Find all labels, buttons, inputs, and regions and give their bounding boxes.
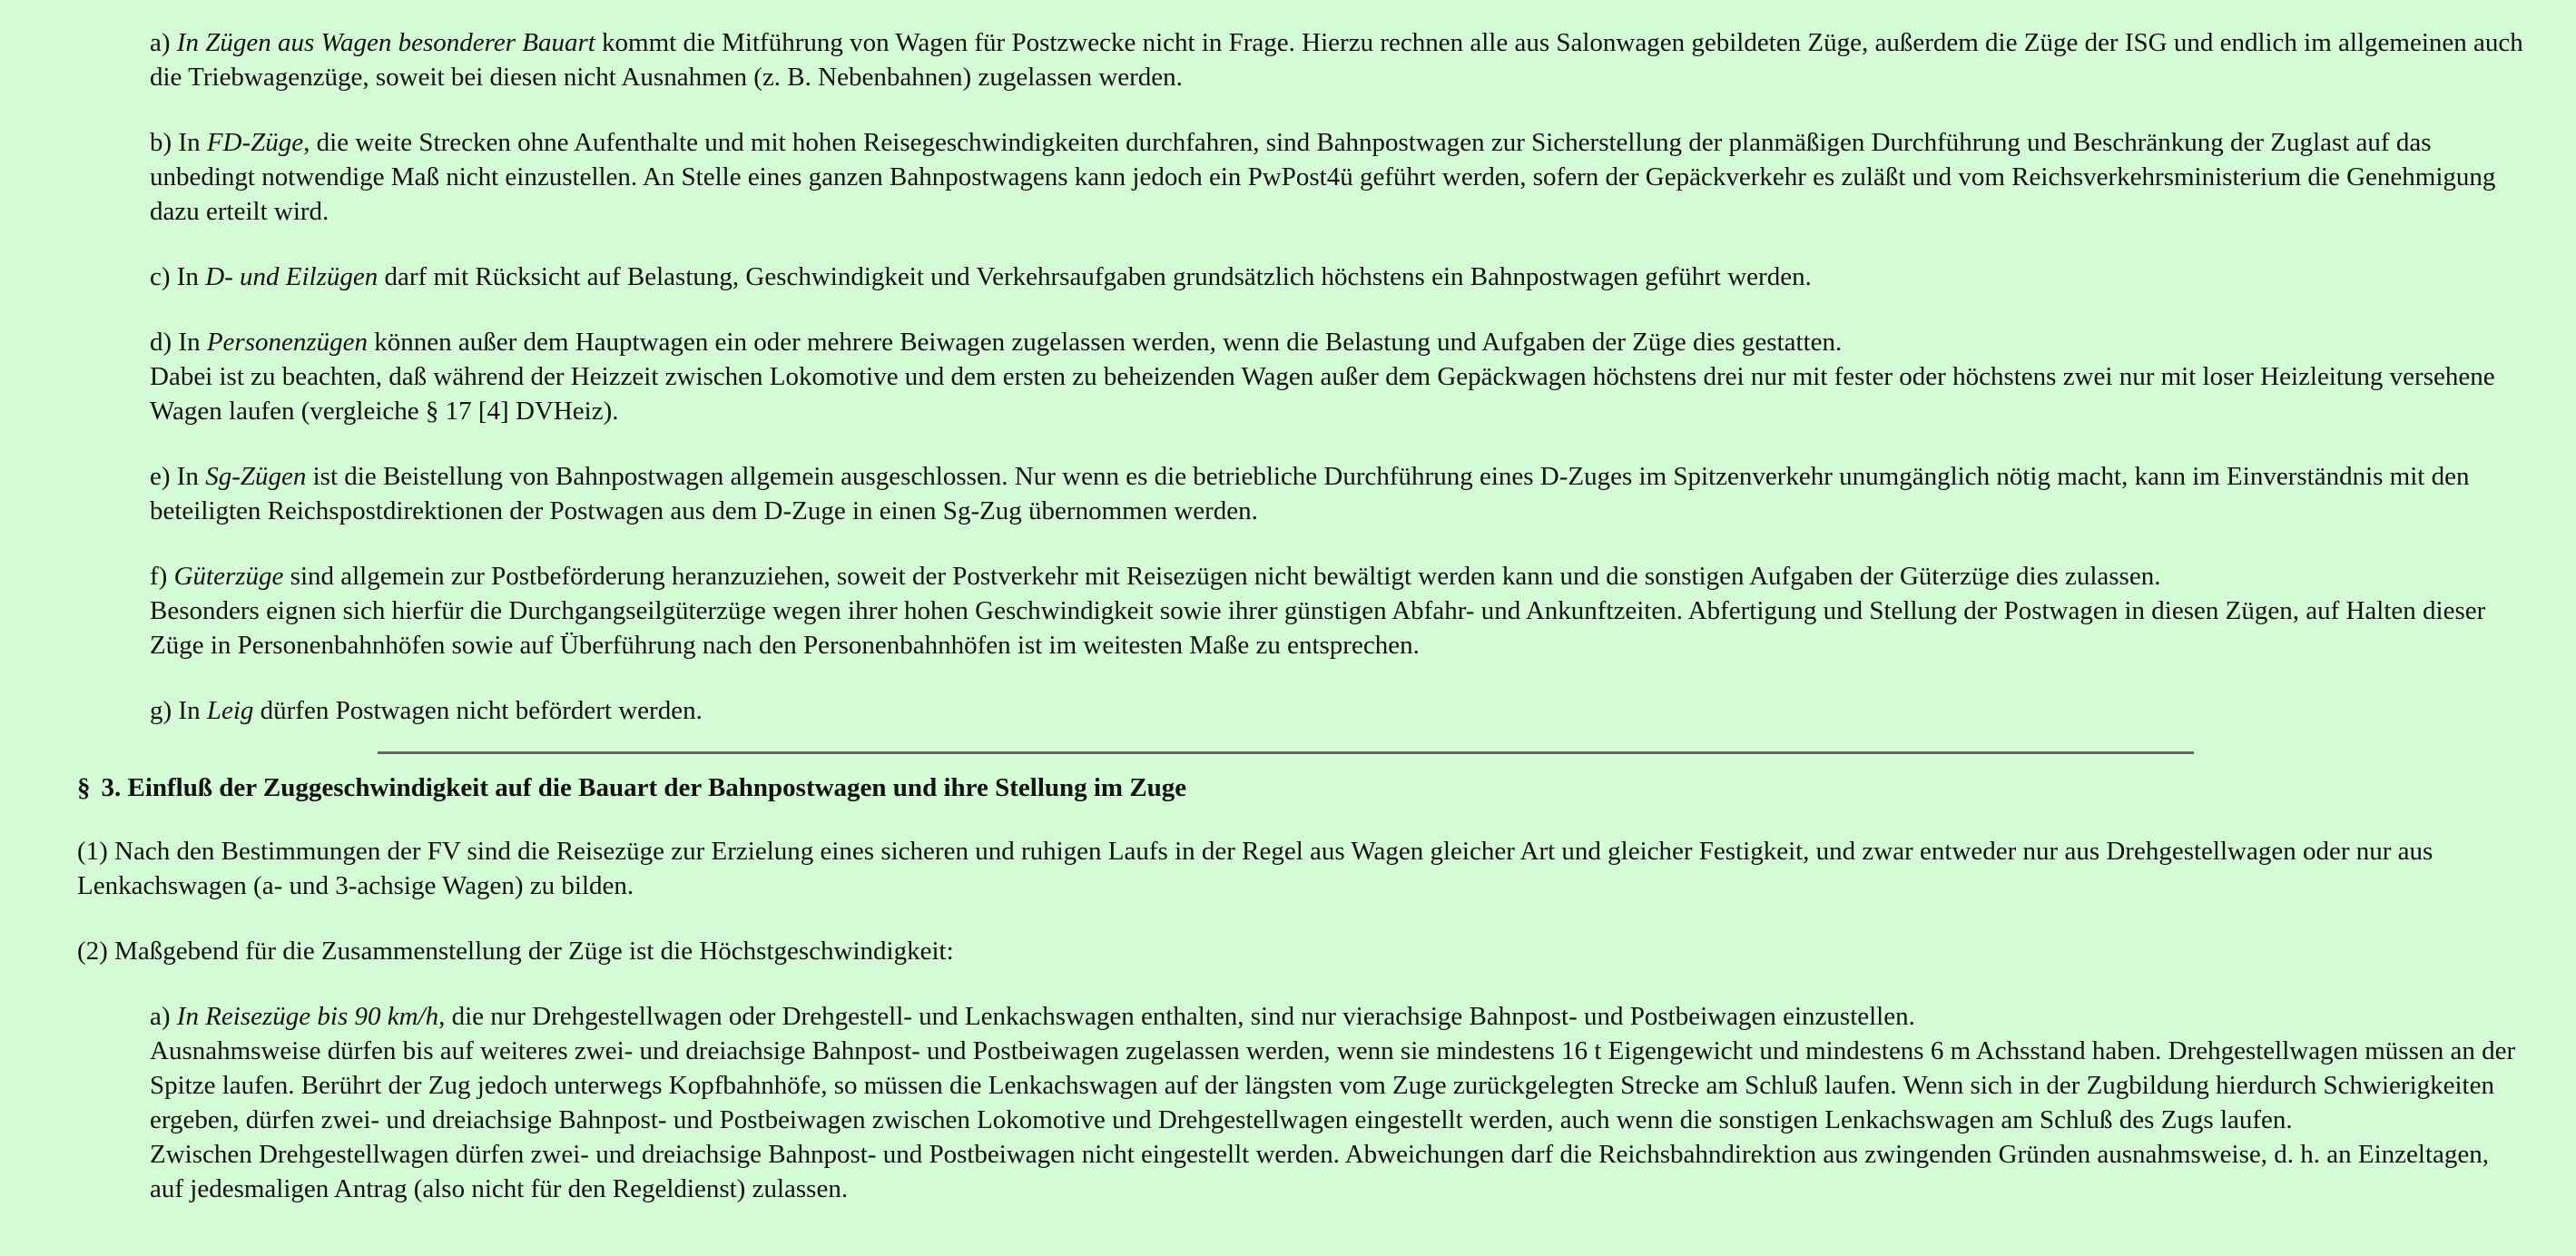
item-text: darf mit Rücksicht auf Belastung, Geschwindigkeit und Verkehrsaufgaben grundsätzlich höchstens ein Bahnpostwagen geführt werden. bbox=[378, 262, 1812, 291]
item-text: , die nur Drehgestellwagen oder Drehgestell- und Lenkachswagen enthalten, sind nur vierachsige Bahnpost- und Postbeiwagen einzustellen. bbox=[438, 1002, 1915, 1031]
item-prefix: d) In bbox=[150, 328, 207, 357]
section-title: 3. Einfluß der Zuggeschwindigkeit auf die Bauart der Bahnpostwagen und ihre Stellung im Zuge bbox=[101, 773, 1187, 802]
item-text: , die weite Strecken ohne Aufenthalte und mit hohen Reisegeschwindigkeiten durchfahren, sind Bahnpostwagen zur Sicherstellung der planmäßigen Durchführung und Beschränkung der Zuglast auf das unbedingt notwendige Maß nicht einzustellen. An Stelle eines ganzen Bahnpostwagens kann jedoch ein PwPost4ü geführt werden, sofern der Gepäckverkehr es zuläßt und vom Reichsverkehrsministerium die Genehmigung dazu erteilt wird. bbox=[150, 128, 2496, 226]
speed-item-a bbox=[150, 999, 2528, 1206]
item-term: In Zügen aus Wagen besonderer Bauart bbox=[176, 28, 595, 57]
item-prefix: c) In bbox=[150, 262, 206, 291]
list-item-e bbox=[150, 459, 2528, 528]
section-divider bbox=[378, 751, 2194, 754]
item-extra: Dabei ist zu beachten, daß während der Heizzeit zwischen Lokomotive und dem ersten zu beheizenden Wagen außer dem Gepäckwagen höchstens drei nur mit fester oder höchstens zwei nur mit loser Heizleitung versehene Wagen laufen (vergleiche § 17 [4] DVHeiz). bbox=[150, 362, 2495, 426]
item-extra: Besonders eignen sich hierfür die Durchgangseilgüterzüge wegen ihrer hohen Geschwindigkeit sowie ihrer günstigen Abfahr- und Ankunftzeiten. Abfertigung und Stellung der Postwagen in diesen Zügen, auf Halten dieser Züge in Personenbahnhöfen sowie auf Überführung nach den Personenbahnhöfen ist im weitesten Maße zu entsprechen. bbox=[150, 596, 2486, 660]
section-heading bbox=[77, 770, 2528, 805]
item-prefix: g) In bbox=[150, 696, 207, 725]
paragraph-1: (1) Nach den Bestimmungen der FV sind die Reisezüge zur Erzielung eines sicheren und ruhigen Laufs in der Regel aus Wagen gleicher Art und gleicher Festigkeit, und zwar entweder nur aus Drehgestellwagen oder nur aus Lenkachswagen (a- und 3-achsige Wagen) zu bilden. bbox=[77, 837, 2433, 900]
paragraph-2: (2) Maßgebend für die Zusammenstellung der Züge ist die Höchstgeschwindigkeit: bbox=[77, 937, 954, 966]
item-term: Leig bbox=[206, 696, 254, 725]
item-term: Sg-Zügen bbox=[205, 462, 307, 491]
item-term: D- und Eilzügen bbox=[205, 262, 379, 291]
list-item-f bbox=[150, 559, 2528, 662]
list-item-g bbox=[150, 693, 2528, 728]
item-text: können außer dem Hauptwagen ein oder mehrere Beiwagen zugelassen werden, wenn die Belastung und Aufgaben der Züge dies gestatten. bbox=[368, 328, 1843, 357]
item-term: In Reisezüge bis 90 km/h bbox=[176, 1002, 439, 1031]
speed-rules-list bbox=[150, 999, 2528, 1206]
list-item-b bbox=[150, 125, 2528, 229]
item-prefix: a) bbox=[150, 1002, 177, 1031]
item-text: kommt die Mitführung von Wagen für Postzwecke nicht in Frage. Hierzu rechnen alle aus Salonwagen gebildeten Züge, außerdem die Züge der ISG und endlich im allgemeinen auch die Triebwagenzüge, soweit bei diesen nicht Ausnahmen (z. B. Nebenbahnen) zugelassen werden. bbox=[150, 28, 2523, 92]
item-prefix: b) In bbox=[150, 128, 207, 157]
item-text: ist die Beistellung von Bahnpostwagen allgemein ausgeschlossen. Nur wenn es die betriebliche Durchführung eines D-Zuges im Spitzenverkehr unumgänglich nötig macht, kann im Einverständnis mit den beteiligten Reichspostdirektionen der Postwagen aus dem D-Zuge in einen Sg-Zug übernommen werden. bbox=[150, 462, 2470, 525]
list-item-d bbox=[150, 325, 2528, 428]
item-text: dürfen Postwagen nicht befördert werden. bbox=[253, 696, 703, 725]
item-extra: Zwischen Drehgestellwagen dürfen zwei- und dreiachsige Bahnpost- und Postbeiwagen nicht eingestellt werden. Abweichungen darf die Reichsbahndirektion aus zwingenden Gründen ausnahmsweise, d. h. an Einzeltagen, auf jedesmaligen Antrag (also nicht für den Regeldienst) zulassen. bbox=[150, 1140, 2490, 1203]
train-types-list bbox=[150, 25, 2528, 728]
item-prefix: e) In bbox=[150, 462, 206, 491]
item-extra: Ausnahmsweise dürfen bis auf weiteres zwei- und dreiachsige Bahnpost- und Postbeiwagen zugelassen werden, wenn sie mindestens 16 t Eigengewicht und mindestens 6 m Achsstand haben. Drehgestellwagen müssen an der Spitze laufen. Berührt der Zug jedoch unterwegs Kopfbahnhöfe, so müssen die Lenkachswagen auf der längsten vom Zuge zurückgelegten Strecke am Schluß laufen. Wenn sich in der Zugbildung hierdurch Schwierigkeiten ergeben, dürfen zwei- und dreiachsige Bahnpost- und Postbeiwagen zwischen Lokomotive und Drehgestellwagen eingestellt werden, auch wenn die sonstigen Lenkachswagen am Schluß des Zugs laufen. bbox=[150, 1036, 2516, 1134]
section-symbol: § bbox=[77, 773, 91, 802]
item-term: FD-Züge bbox=[206, 128, 304, 157]
document-page bbox=[77, 25, 2528, 1237]
list-item-a bbox=[150, 25, 2528, 94]
item-term: Güterzüge bbox=[173, 562, 284, 591]
item-text: sind allgemein zur Postbeförderung heranzuziehen, soweit der Postverkehr mit Reisezügen nicht bewältigt werden kann und die sonstigen Aufgaben der Güterzüge dies zulassen. bbox=[283, 562, 2161, 591]
item-prefix: f) bbox=[150, 562, 174, 591]
item-prefix: a) bbox=[150, 28, 177, 57]
item-term: Personenzügen bbox=[206, 328, 369, 357]
list-item-c bbox=[150, 260, 2528, 294]
